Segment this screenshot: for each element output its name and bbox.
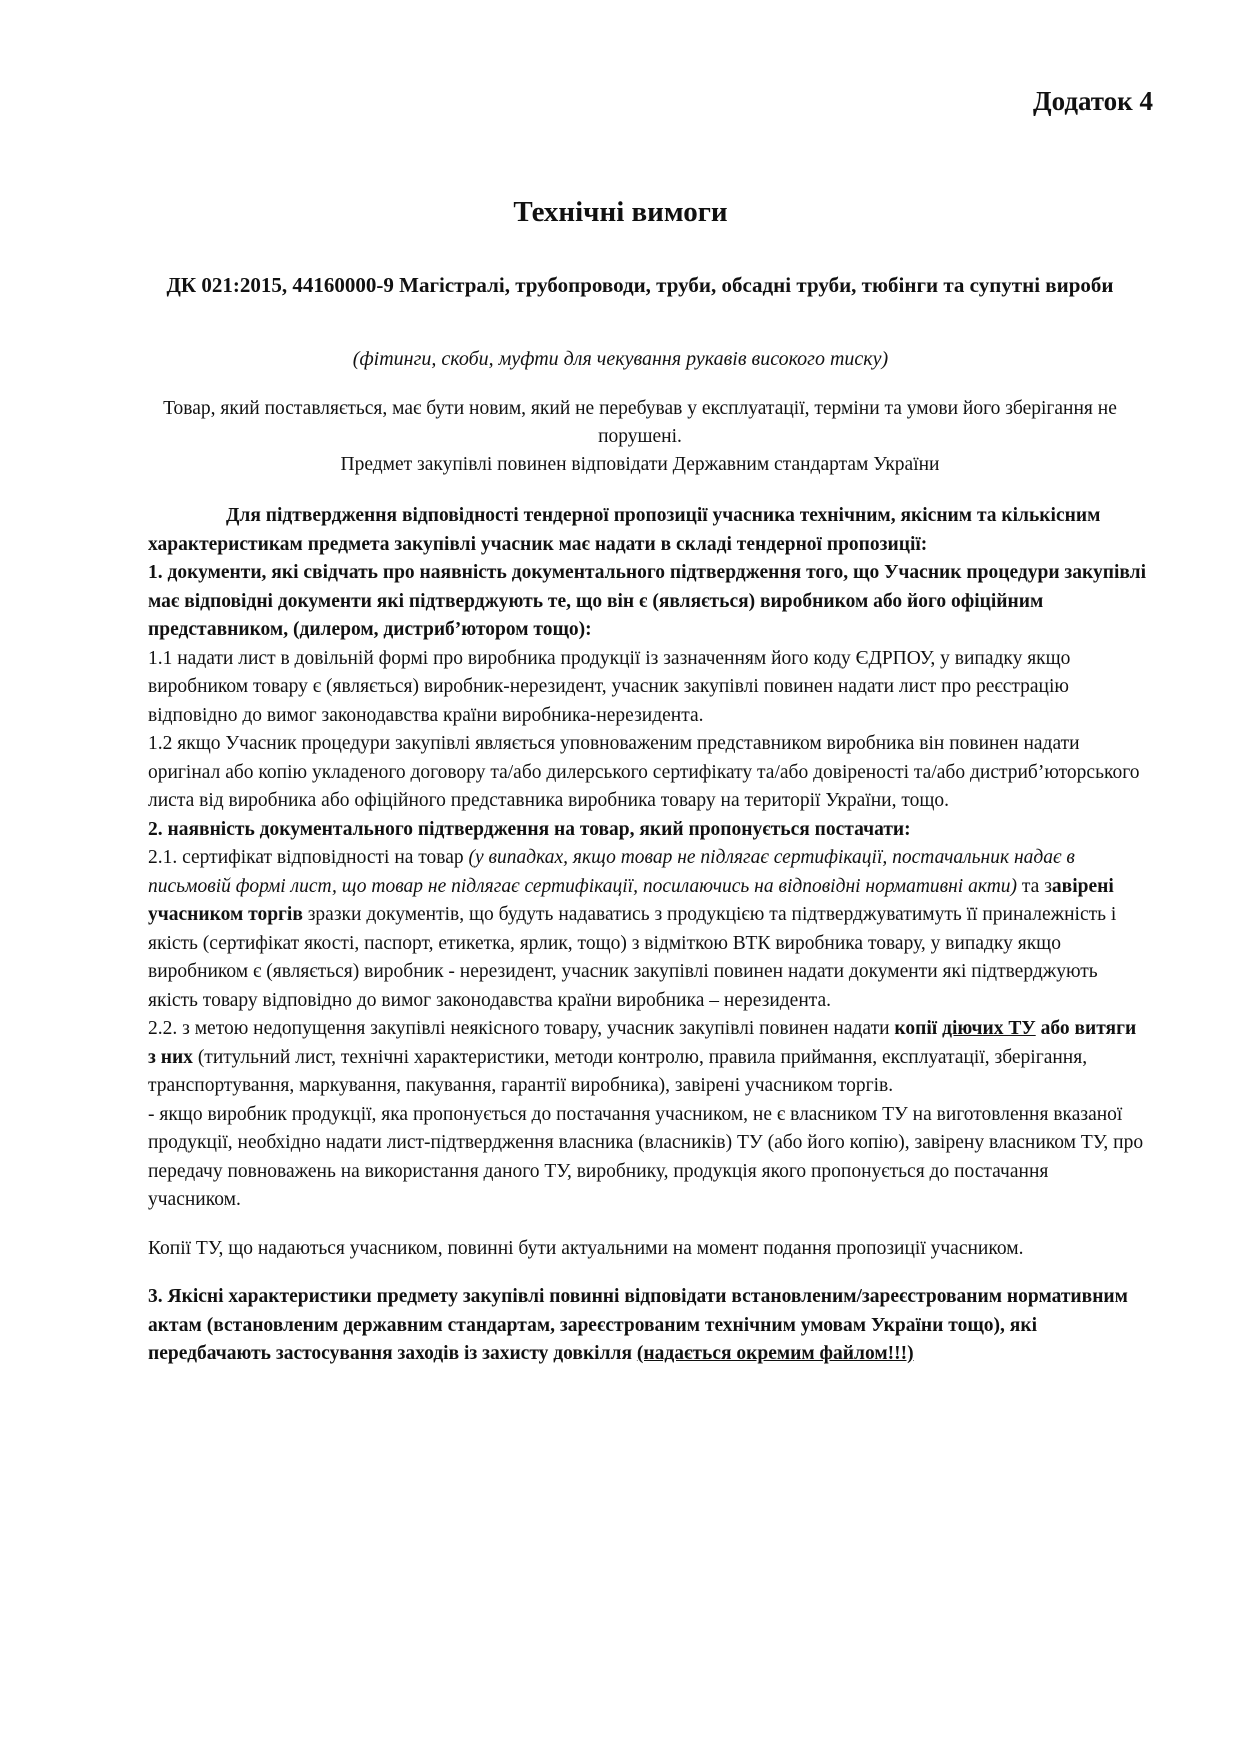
intro-paragraph-standards: Предмет закупівлі повинен відповідати Державним стандартам України	[340, 454, 940, 475]
section-1-title: 1. документи, які свідчать про наявність документального підтвердження того, що Учасник процедури закупівлі має відповідні документи які підтверджують те, що він є (являється) виробником або його офіційним представником, (дилером, дистриб’ютором тощо):	[148, 562, 1147, 640]
section-2-1-and: та з	[1017, 875, 1052, 897]
section-2-2-valid-tu: діючих ТУ	[942, 1018, 1036, 1039]
appendix-label: Додаток 4	[1033, 86, 1153, 116]
document-subtitle: ДК 021:2015, 44160000-9 Магістралі, трубопроводи, труби, обсадні труби, тюбінги та супутні вироби	[166, 273, 1114, 297]
section-2-2	[148, 1015, 1146, 1101]
section-2-2-extracts: або витяги з них	[148, 1018, 1137, 1068]
intro-paragraph-new-goods: Товар, який поставляється, має бути новим, який не перебував у експлуатації, терміни та умови його зберігання не порушені.	[163, 398, 1117, 447]
items-note: (фітинги, скоби, муфти для чекування рукавів високого тиску)	[352, 348, 889, 370]
section-2-3: - якщо виробник продукції, яка пропонується до постачання учасником, не є власником ТУ на виготовлення вказаної продукції, необхідно надати лист-підтвердження власника (власників) ТУ (або його копію), завірену власником ТУ, про передачу повноважень на використання даного ТУ, виробнику, продукція якого пропонується до постачання учасником.	[148, 1103, 1144, 1210]
section-2-2-lead: 2.2. з метою недопущення закупівлі неякісного товару, учасник закупівлі повинен надати	[148, 1018, 895, 1039]
section-2-2-copies: копії	[894, 1018, 943, 1039]
requirements-lead: Для підтвердження відповідності тендерної пропозиції учасника технічним, якісним та кількісним характеристикам предмета закупівлі учасник має надати в складі тендерної пропозиції:	[148, 505, 1101, 555]
section-3-text: 3. Якісні характеристики предмету закупівлі повинні відповідати встановленим/зареєстрованим нормативним актам (встановленим державним стандартам, зареєстрованим технічним умовам України тощо), які передбачають застосування заходів із захисту довкілля	[148, 1286, 1128, 1364]
requirements-body	[148, 502, 1146, 1369]
section-2-title: 2. наявність документального підтвердження на товар, який пропонується постачати:	[148, 818, 911, 840]
intro-block	[150, 395, 1130, 479]
section-2-1-italic-note: (у випадках, якщо товар не підлягає сертифікації, постачальник надає в письмовій формі лист, що товар не підлягає сертифікації, посилаючись на відповідні нормативні акти)	[148, 847, 1075, 897]
section-3	[148, 1283, 1146, 1369]
section-2-1-rest: зразки документів, що будуть надаватись з продукцією та підтверджуватимуть її приналежність і якість (сертифікат якості, паспорт, етикетка, ярлик, тощо) з відміткою ВТК виробника товару, у випадку якщо виробником є (являється) виробник - нерезидент, учасник закупівлі повинен надати документи які підтверджують якість товару відповідно до вимог законодавства країни виробника – нерезидента.	[148, 904, 1117, 1011]
section-2-1-bold: авірені учасником торгів	[148, 875, 1114, 925]
copies-note: Копії ТУ, що надаються учасником, повинні бути актуальними на момент подання пропозиції учасником.	[148, 1237, 1024, 1259]
section-3-separate-file: (надається окремим файлом!!!)	[636, 1343, 914, 1364]
section-2-1-lead: 2.1. сертифікат відповідності на товар	[148, 847, 469, 868]
section-1-2: 1.2 якщо Учасник процедури закупівлі являється уповноваженим представником виробника він повинен надати оригінал або копію укладеного договору та/або дилерського сертифікату та/або довіреності та/або дистриб’юторського листа від виробника або офіційного представника виробника товару на території України, тощо.	[148, 733, 1140, 811]
section-2-2-rest: (титульний лист, технічні характеристики, методи контролю, правила приймання, експлуатації, зберігання, транспортування, маркування, пакування, гарантії виробника), завірені учасником торгів.	[148, 1046, 1088, 1096]
document-title: Технічні вимоги	[513, 196, 728, 228]
section-2-1	[148, 844, 1146, 1015]
section-1-1: 1.1 надати лист в довільній формі про виробника продукції із зазначенням його коду ЄДРПОУ, у випадку якщо виробником товару є (являється) виробник-нерезидент, учасник закупівлі повинен надати лист про реєстрацію відповідно до вимог законодавства країни виробника-нерезидента.	[148, 647, 1071, 726]
